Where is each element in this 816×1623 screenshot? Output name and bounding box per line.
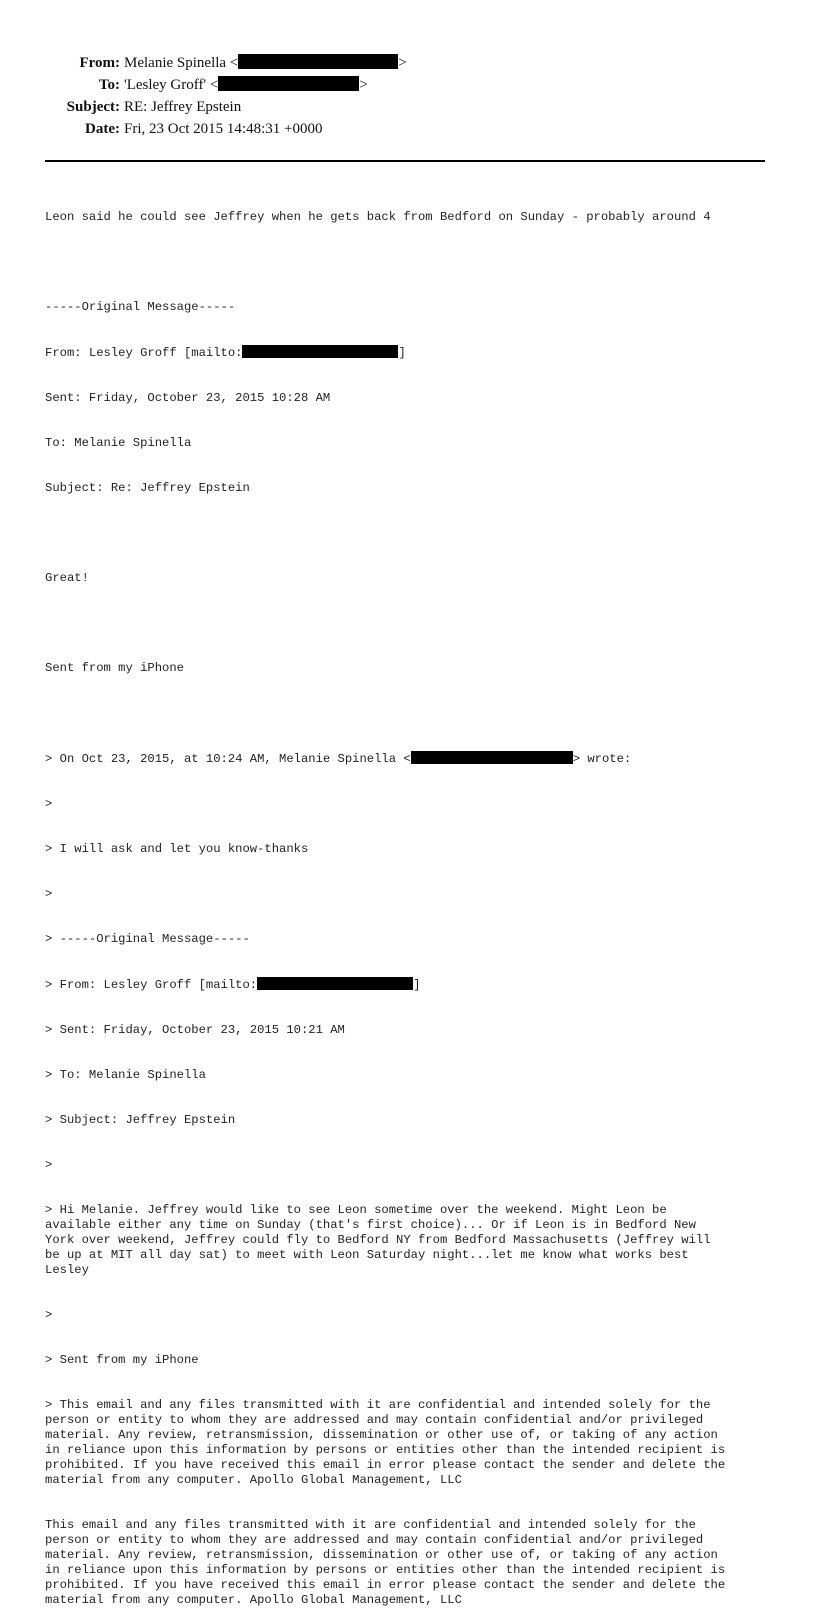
subject-row xyxy=(0,96,816,118)
quote-subject: > Subject: Jeffrey Epstein xyxy=(45,1113,236,1127)
to-value xyxy=(124,74,368,96)
quote-blank: > xyxy=(45,1158,53,1172)
redaction-block xyxy=(411,751,573,764)
iphone-signature: Sent from my iPhone xyxy=(45,661,184,675)
original-sent: Sent: Friday, October 23, 2015 10:28 AM xyxy=(45,391,331,405)
original-from-suffix: ] xyxy=(398,346,406,360)
quote-separator: > -----Original Message----- xyxy=(45,932,250,946)
original-from-prefix: From: Lesley Groff [mailto: xyxy=(45,346,243,360)
quote-blank: > xyxy=(45,797,53,811)
from-name: Melanie Spinella < xyxy=(124,55,239,71)
quote-blank: > xyxy=(45,887,53,901)
quote-blank: > xyxy=(45,1308,53,1322)
redaction-block xyxy=(257,977,413,990)
to-row xyxy=(0,74,816,96)
message-body xyxy=(45,180,785,1623)
quote-from-suffix: ] xyxy=(413,978,421,992)
date-value: Fri, 23 Oct 2015 14:48:31 +0000 xyxy=(124,121,323,137)
redaction-block xyxy=(238,54,398,69)
great-text: Great! xyxy=(45,571,89,585)
quote-sent: > Sent: Friday, October 23, 2015 10:21 AM xyxy=(45,1023,345,1037)
disclaimer: This email and any files transmitted with it are confidential and intended solely for the person or entity to whom they are addressed and may contain confidential and/or privileged material. Any review, retransmission, dissemination or other use of, or taking of any action in reliance upon this information by persons or entities other than the intended recipient is prohibited. If you have received this email in error please contact the sender and delete the material from any computer. Apollo Global Management, LLC xyxy=(45,1518,726,1607)
quote-on-line xyxy=(45,751,785,767)
from-row xyxy=(0,52,816,74)
to-name: 'Lesley Groff' < xyxy=(124,77,219,93)
blank-line xyxy=(45,706,785,721)
original-separator: -----Original Message----- xyxy=(45,300,236,314)
quote-on-prefix: > On Oct 23, 2015, at 10:24 AM, Melanie Spinella < xyxy=(45,752,411,766)
quote-ask: > I will ask and let you know-thanks xyxy=(45,842,309,856)
quote-on-suffix: > wrote: xyxy=(572,752,632,766)
subject-label: Subject: xyxy=(66,99,120,115)
blank-line xyxy=(45,255,785,270)
original-from xyxy=(45,345,785,361)
date-row xyxy=(0,118,816,140)
blank-line xyxy=(45,526,785,541)
quote-to: > To: Melanie Spinella xyxy=(45,1068,206,1082)
header-divider xyxy=(45,160,765,162)
to-close: > xyxy=(359,77,368,93)
from-value xyxy=(124,52,407,74)
subject-value: RE: Jeffrey Epstein xyxy=(124,99,242,115)
from-close: > xyxy=(398,55,407,71)
redaction-block xyxy=(242,345,398,358)
quote-message: > Hi Melanie. Jeffrey would like to see Leon sometime over the weekend. Might Leon be available either any time on Sunday (that's first choice)... Or if Leon is in Bedford New York over weekend, Jeffrey could fly to Bedford NY from Bedford Massachusetts (Jeffrey will be up at MIT all day sat) to meet with Leon Saturday night...let me know what works best Lesley xyxy=(45,1203,711,1277)
quote-from-prefix: > From: Lesley Groff [mailto: xyxy=(45,978,258,992)
to-label: To: xyxy=(98,77,120,93)
reply-text: Leon said he could see Jeffrey when he gets back from Bedford on Sunday - probably around 4 xyxy=(45,210,711,224)
redaction-block xyxy=(218,76,359,91)
quote-iphone-signature: > Sent from my iPhone xyxy=(45,1353,199,1367)
original-subject: Subject: Re: Jeffrey Epstein xyxy=(45,481,250,495)
original-to: To: Melanie Spinella xyxy=(45,436,192,450)
quoted-disclaimer: > This email and any files transmitted with it are confidential and intended solely for the person or entity to whom they are addressed and may contain confidential and/or privileged material. Any review, retransmission, dissemination or other use of, or taking of any action in reliance upon this information by persons or entities other than the intended recipient is prohibited. If you have received this email in error please contact the sender and delete the material from any computer. Apollo Global Management, LLC xyxy=(45,1398,726,1487)
blank-line xyxy=(45,616,785,631)
from-label: From: xyxy=(79,55,120,71)
quote-from xyxy=(45,977,785,993)
date-label: Date: xyxy=(85,121,120,137)
